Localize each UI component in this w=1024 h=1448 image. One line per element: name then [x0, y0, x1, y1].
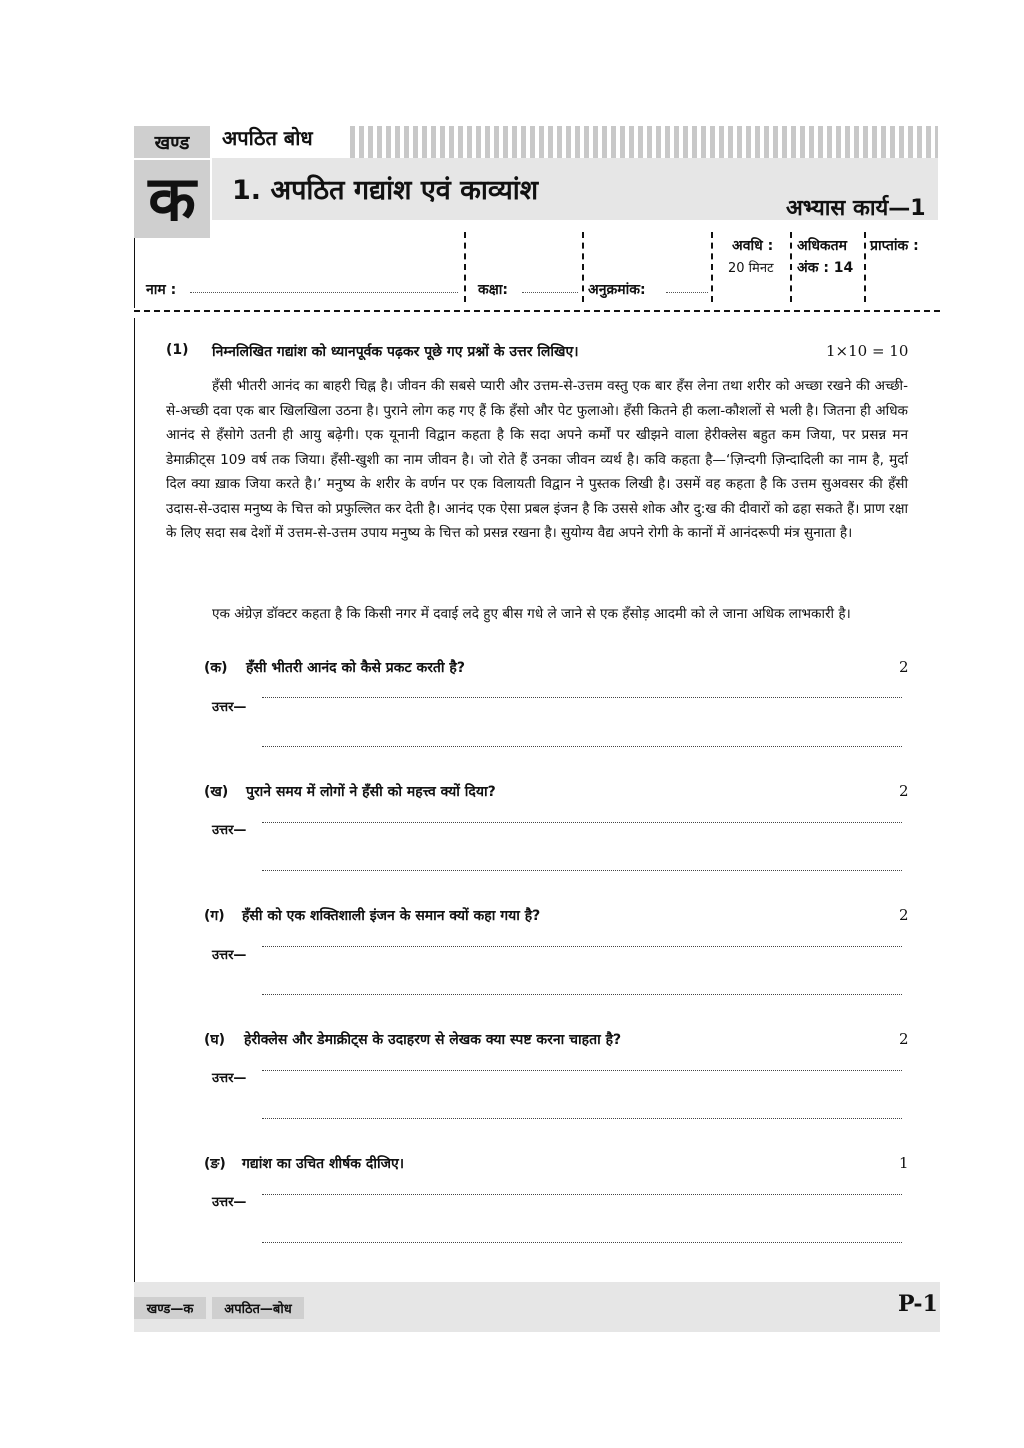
question-instruction: निम्नलिखित गद्यांश को ध्यानपूर्वक पढ़कर पूछे गए प्रश्नों के उत्तर लिखिए।	[212, 344, 579, 360]
subquestion-label: (घ)	[204, 1032, 226, 1048]
answer-line[interactable]	[262, 697, 902, 698]
subquestion-label: (ग)	[204, 908, 225, 924]
answer-label: उत्तर—	[212, 1071, 247, 1086]
answer-line[interactable]	[262, 870, 902, 871]
subquestion-text: हँसी को एक शक्तिशाली इंजन के समान क्यों कहा गया है?	[242, 908, 541, 924]
duration-label: अवधि :	[732, 238, 774, 254]
section-tag: खण्ड	[134, 126, 210, 158]
info-divider	[864, 232, 866, 302]
answer-line[interactable]	[262, 1070, 902, 1071]
subquestion-text: हँसी भीतरी आनंद को कैसे प्रकट करती है?	[246, 660, 465, 676]
answer-line[interactable]	[262, 1242, 902, 1243]
answer-line[interactable]	[262, 1194, 902, 1195]
answer-label: उत्तर—	[212, 823, 247, 838]
class-label: कक्षा:	[478, 282, 509, 298]
answer-line[interactable]	[262, 1118, 902, 1119]
footer-section: खण्ड—क	[134, 1297, 206, 1319]
section-letter: क	[134, 160, 210, 238]
subquestion-text: गद्यांश का उचित शीर्षक दीजिए।	[242, 1156, 405, 1172]
answer-line[interactable]	[262, 994, 902, 995]
info-divider	[711, 232, 713, 302]
duration-value: 20 मिनट	[728, 261, 774, 276]
separator-line	[134, 310, 940, 312]
info-divider	[464, 232, 466, 302]
roll-field[interactable]	[666, 292, 708, 293]
exercise-label: अभ्यास कार्य—1	[786, 196, 926, 221]
subquestion-text: पुराने समय में लोगों ने हँसी को महत्त्व क्यों दिया?	[246, 784, 496, 800]
passage-paragraph: हँसी भीतरी आनंद का बाहरी चिह्न है। जीवन की सबसे प्यारी और उत्तम-से-उत्तम वस्तु एक बार हँस लेना तथा शरीर को अच्छा रखने की अच्छी-से-अच्छी दवा एक बार खिलखिला उठना है। पुराने लोग कह गए हैं कि हँसो और पेट फुलाओ। हँसी कितने ही कला-कौशलों से भली है। जितना ही अधिक आनंद से हँसोगे उतनी ही आयु बढ़ेगी। एक यूनानी विद्वान कहता है कि सदा अपने कर्मों पर खीझने वाला हेरीक्लेस बहुत कम जिया, पर प्रसन्न मन डेमाक्रीट्स 109 वर्ष तक जिया। हँसी-खुशी का नाम जीवन है। जो रोते हैं उनका जीवन व्यर्थ है। कवि कहता है—‘ज़िन्दगी ज़िन्दादिली का नाम है, मुर्दा दिल क्या ख़ाक जिया करते है।’ मनुष्य के शरीर के वर्णन पर एक विलायती विद्वान ने पुस्तक लिखी है। उसमें वह कहता है कि उत्तम सुअवसर की हँसी उदास-से-उदास मनुष्य के चित्त को प्रफुल्लित कर देती है। आनंद एक ऐसा प्रबल इंजन है कि उससे शोक और दु:ख की दीवारों को ढहा सकते हैं। प्राण रक्षा के लिए सदा सब देशों में उत्तम-से-उत्तम उपाय मनुष्य के चित्त को प्रसन्न रखना है। सुयोग्य वैद्य अपने रोगी के कानों में आनंदरूपी मंत्र सुनाता है।	[166, 378, 908, 541]
content-left-border	[134, 318, 135, 1282]
topic-title: अपठित बोध	[222, 126, 313, 150]
answer-label: उत्तर—	[212, 700, 247, 715]
roll-label: अनुक्रमांक:	[588, 282, 646, 298]
max-marks-value: अंक : 14	[797, 260, 854, 276]
answer-line[interactable]	[262, 946, 902, 947]
page-number: P-1	[898, 1291, 938, 1317]
subquestion-text: हेरीक्लेस और डेमाक्रीट्स के उदाहरण से लेखक क्या स्पष्ट करना चाहता है?	[244, 1032, 622, 1048]
answer-label: उत्तर—	[212, 948, 247, 963]
info-divider	[790, 232, 792, 302]
max-marks-label: अधिकतम	[797, 238, 848, 254]
class-field[interactable]	[522, 292, 578, 293]
name-field[interactable]	[190, 292, 458, 293]
question-number: (1)	[166, 342, 189, 358]
info-divider	[582, 232, 584, 302]
answer-line[interactable]	[262, 822, 902, 823]
subquestion-label: (ख)	[204, 784, 229, 800]
name-label: नाम :	[146, 282, 177, 298]
question-marks: 1×10 = 10	[826, 342, 909, 360]
chapter-title: 1. अपठित गद्यांश एवं काव्यांश	[232, 175, 539, 206]
answer-label: उत्तर—	[212, 1195, 247, 1210]
subquestion-marks: 2	[899, 658, 909, 676]
answer-line[interactable]	[262, 746, 902, 747]
subquestion-marks: 2	[899, 906, 909, 924]
subquestion-label: (क)	[204, 660, 228, 676]
footer-topic: अपठित—बोध	[212, 1297, 304, 1319]
info-left-border	[134, 238, 135, 308]
header-stripes	[350, 126, 938, 158]
obtained-marks-label: प्राप्तांक :	[870, 238, 919, 254]
subquestion-marks: 2	[899, 1030, 909, 1048]
subquestion-marks: 1	[899, 1154, 909, 1172]
passage-paragraph: एक अंग्रेज़ डॉक्टर कहता है कि किसी नगर में दवाई लदे हुए बीस गधे ले जाने से एक हँसोड़ आदमी को ले जाना अधिक लाभकारी है।	[212, 606, 851, 622]
subquestion-label: (ङ)	[204, 1156, 226, 1172]
subquestion-marks: 2	[899, 782, 909, 800]
